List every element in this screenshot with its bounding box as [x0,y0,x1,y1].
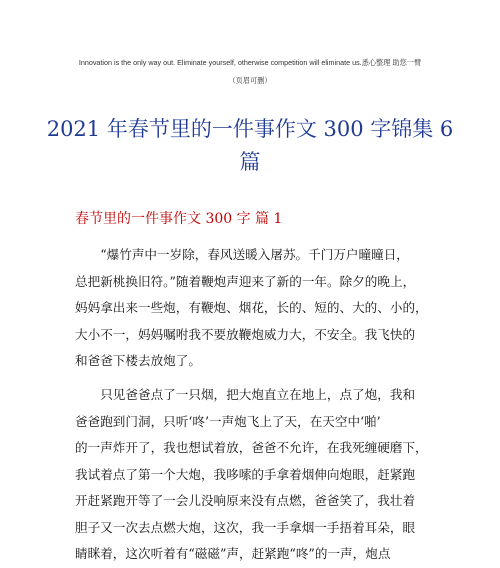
paragraph-line: 睛眯着，这次听着有“磁磁”声，赶紧跑“咚”的一声，炮点 [75,546,391,561]
paragraph-line: 爸爸跑到门洞，只听‘咚’一声炮飞上了天，在天空中‘啪’ [75,413,381,429]
section-heading: 春节里的一件事作文 300 字 篇 1 [75,211,283,227]
paragraph-2 [75,382,428,568]
paragraph-line: 的一声炸开了，我也想试着放，爸爸不允许，在我死缠硬磨下， [75,440,428,455]
paragraph-line: 只见爸爸点了一只烟，把大炮直立在地上，点了炮，我和 [100,387,416,402]
paragraph-line: 和爸爸下楼去放炮了。 [75,353,201,368]
paragraph-1 [75,242,428,375]
document-title-line-2: 篇 [239,150,261,174]
header-motto: Innovation is the only way out. Eliminate yourself, otherwise competition will eliminate us.悉心整理 助您一臂 [78,58,422,67]
paragraph-line: 妈妈拿出来一些炮，有鞭炮、烟花，长的、短的、大的、小的， [75,300,428,315]
document-title-line-1: 2021 年春节里的一件事作文 300 字锦集 6 [46,117,454,141]
header-editable-note: （页眉可删） [228,76,272,85]
paragraph-line: 胆子又一次去点燃大炮，这次，我一手拿烟一手捂着耳朵，眼 [75,519,416,535]
paragraph-line: 大小不一，妈妈嘱咐我不要放鞭炮威力大，不安全。我飞快的 [75,326,416,342]
paragraph-line: “爆竹声中一岁除，春风送暖入屠苏。千门万户曈曈日， [100,247,409,262]
paragraph-line: 我试着点了第一个大炮，我哆嗦的手拿着烟伸向炮眼，赶紧跑 [75,466,416,482]
document-title [40,113,460,179]
paragraph-line: 开赶紧跑开等了一会儿没响原来没有点燃，爸爸笑了，我壮着 [75,493,416,508]
paragraph-line: 总把新桃换旧符。”随着鞭炮声迎来了新的一年。除夕的晚上， [75,273,416,289]
